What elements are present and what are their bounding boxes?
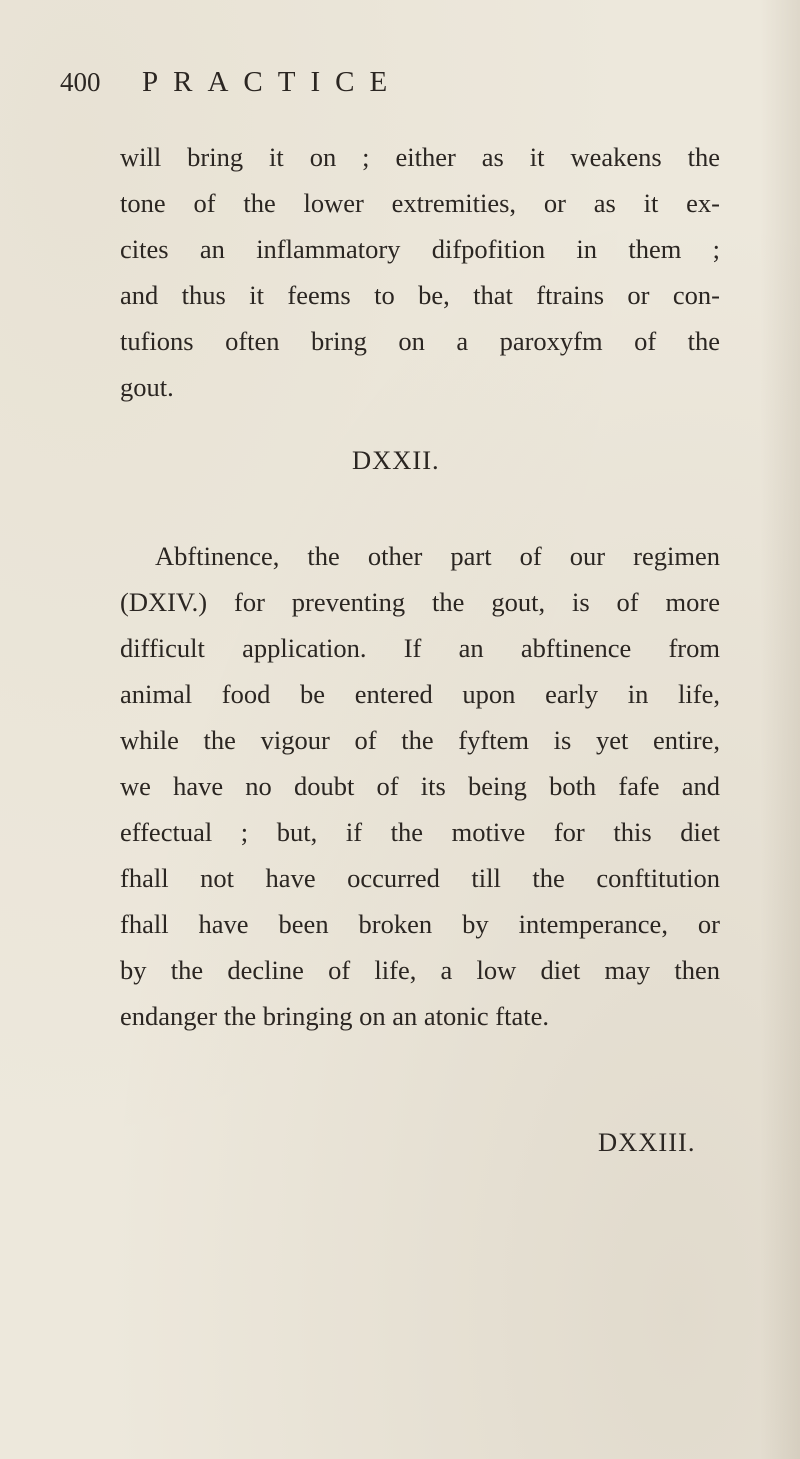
- text-line: while the vigour of the fyftem is yet entire,: [120, 725, 720, 755]
- text-line: we have no doubt of its being both fafe and: [120, 771, 720, 801]
- running-title: PRACTICE: [142, 66, 403, 98]
- text-line: effectual ; but, if the motive for this diet: [120, 817, 720, 847]
- text-line: Abftinence, the other part of our regimen: [155, 541, 720, 571]
- catchword: DXXIII.: [598, 1127, 696, 1157]
- text-line: tone of the lower extremities, or as it ex-: [120, 188, 720, 218]
- text-line: cites an inflammatory difpofition in them ;: [120, 234, 720, 264]
- page-number: 400: [60, 67, 101, 97]
- text-line: endanger the bringing on an atonic ftate.: [120, 1001, 549, 1031]
- text-line: (DXIV.) for preventing the gout, is of more: [120, 587, 720, 617]
- text-line: difficult application. If an abftinence from: [120, 633, 720, 663]
- section-heading: DXXII.: [352, 445, 440, 475]
- paragraph-1: [120, 134, 720, 410]
- text-line: will bring it on ; either as it weakens the: [120, 142, 720, 172]
- page-edge-shadow: [760, 0, 800, 1459]
- text-line: animal food be entered upon early in life,: [120, 679, 720, 709]
- text-line: tufions often bring on a paroxyfm of the: [120, 326, 720, 356]
- text-line: gout.: [120, 372, 174, 402]
- text-line: by the decline of life, a low diet may then: [120, 955, 720, 985]
- text-line: and thus it feems to be, that ftrains or con-: [120, 280, 720, 310]
- text-line: fhall have been broken by intemperance, or: [120, 909, 720, 939]
- text-line: fhall not have occurred till the conftitution: [120, 863, 720, 893]
- paragraph-2: [120, 533, 720, 1039]
